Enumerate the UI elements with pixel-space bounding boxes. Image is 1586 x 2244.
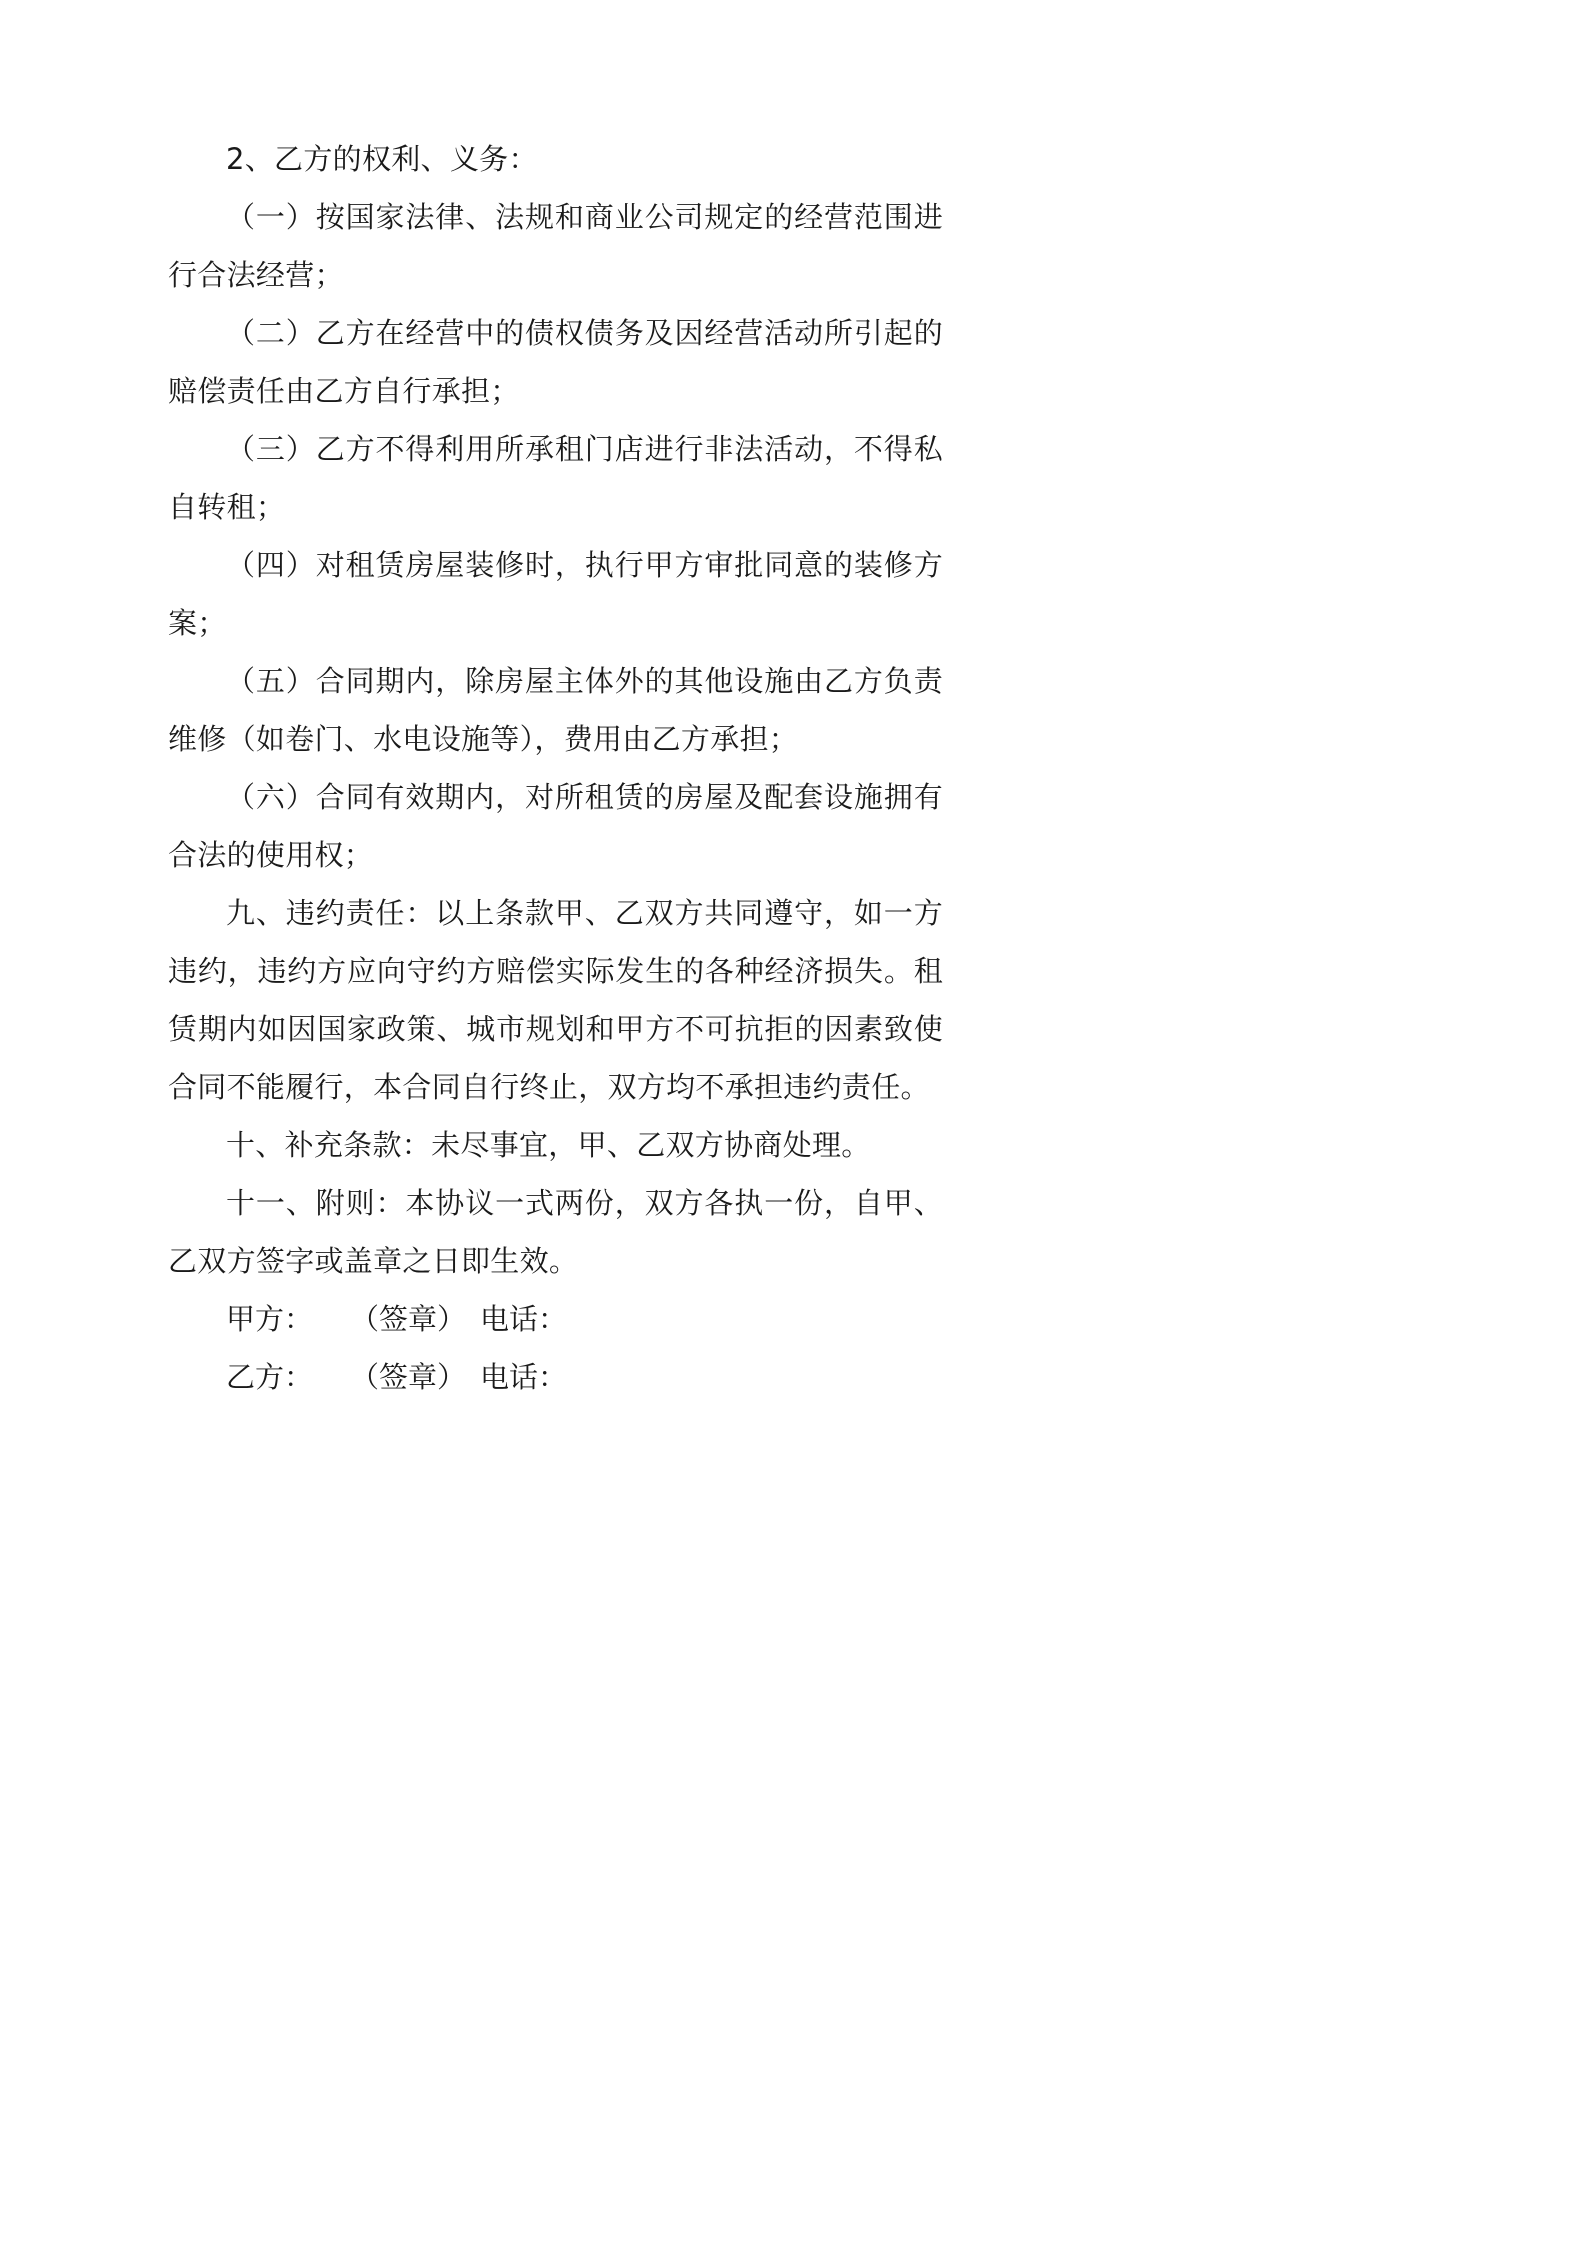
section-9-breach-liability: 九、违约责任：以上条款甲、乙双方共同遵守，如一方违约，违约方应向守约方赔偿实际发生的各种经济损失。租赁期内如因国家政策、城市规划和甲方不可抗拒的因素致使合同不能履行，本合同自行终止，双方均不承担违约责任。 (168, 896, 943, 1104)
clause-3-no-illegal-sublease: （三）乙方不得利用所承租门店进行非法活动，不得私自转租； (168, 432, 943, 524)
signature-row-party-b (168, 1348, 943, 1406)
party-b-seal-label: （签章） (350, 1360, 467, 1394)
document-page (168, 130, 943, 1406)
party-a-seal-label: （签章） (350, 1302, 467, 1336)
section-heading-party-b-rights: 2、乙方的权利、义务： (226, 142, 538, 176)
party-b-label: 乙方： (226, 1360, 314, 1394)
clause-1-legal-operation: （一）按国家法律、法规和商业公司规定的经营范围进行合法经营； (168, 200, 943, 292)
party-a-label: 甲方： (226, 1302, 314, 1336)
clause-2-debts-liability: （二）乙方在经营中的债权债务及因经营活动所引起的赔偿责任由乙方自行承担； (168, 316, 943, 408)
clause-6-usage-right: （六）合同有效期内，对所租赁的房屋及配套设施拥有合法的使用权； (168, 780, 943, 872)
section-10-supplementary: 十、补充条款：未尽事宜，甲、乙双方协商处理。 (226, 1128, 871, 1162)
party-b-phone-label: 电话： (480, 1360, 568, 1394)
clause-5-maintenance: （五）合同期内，除房屋主体外的其他设施由乙方负责维修（如卷门、水电设施等），费用由乙方承担； (168, 664, 943, 756)
party-a-phone-label: 电话： (480, 1302, 568, 1336)
section-11-appendix: 十一、附则：本协议一式两份，双方各执一份，自甲、乙双方签字或盖章之日即生效。 (168, 1186, 943, 1278)
clause-4-renovation-approval: （四）对租赁房屋装修时，执行甲方审批同意的装修方案； (168, 548, 943, 640)
signature-row-party-a (168, 1290, 943, 1348)
